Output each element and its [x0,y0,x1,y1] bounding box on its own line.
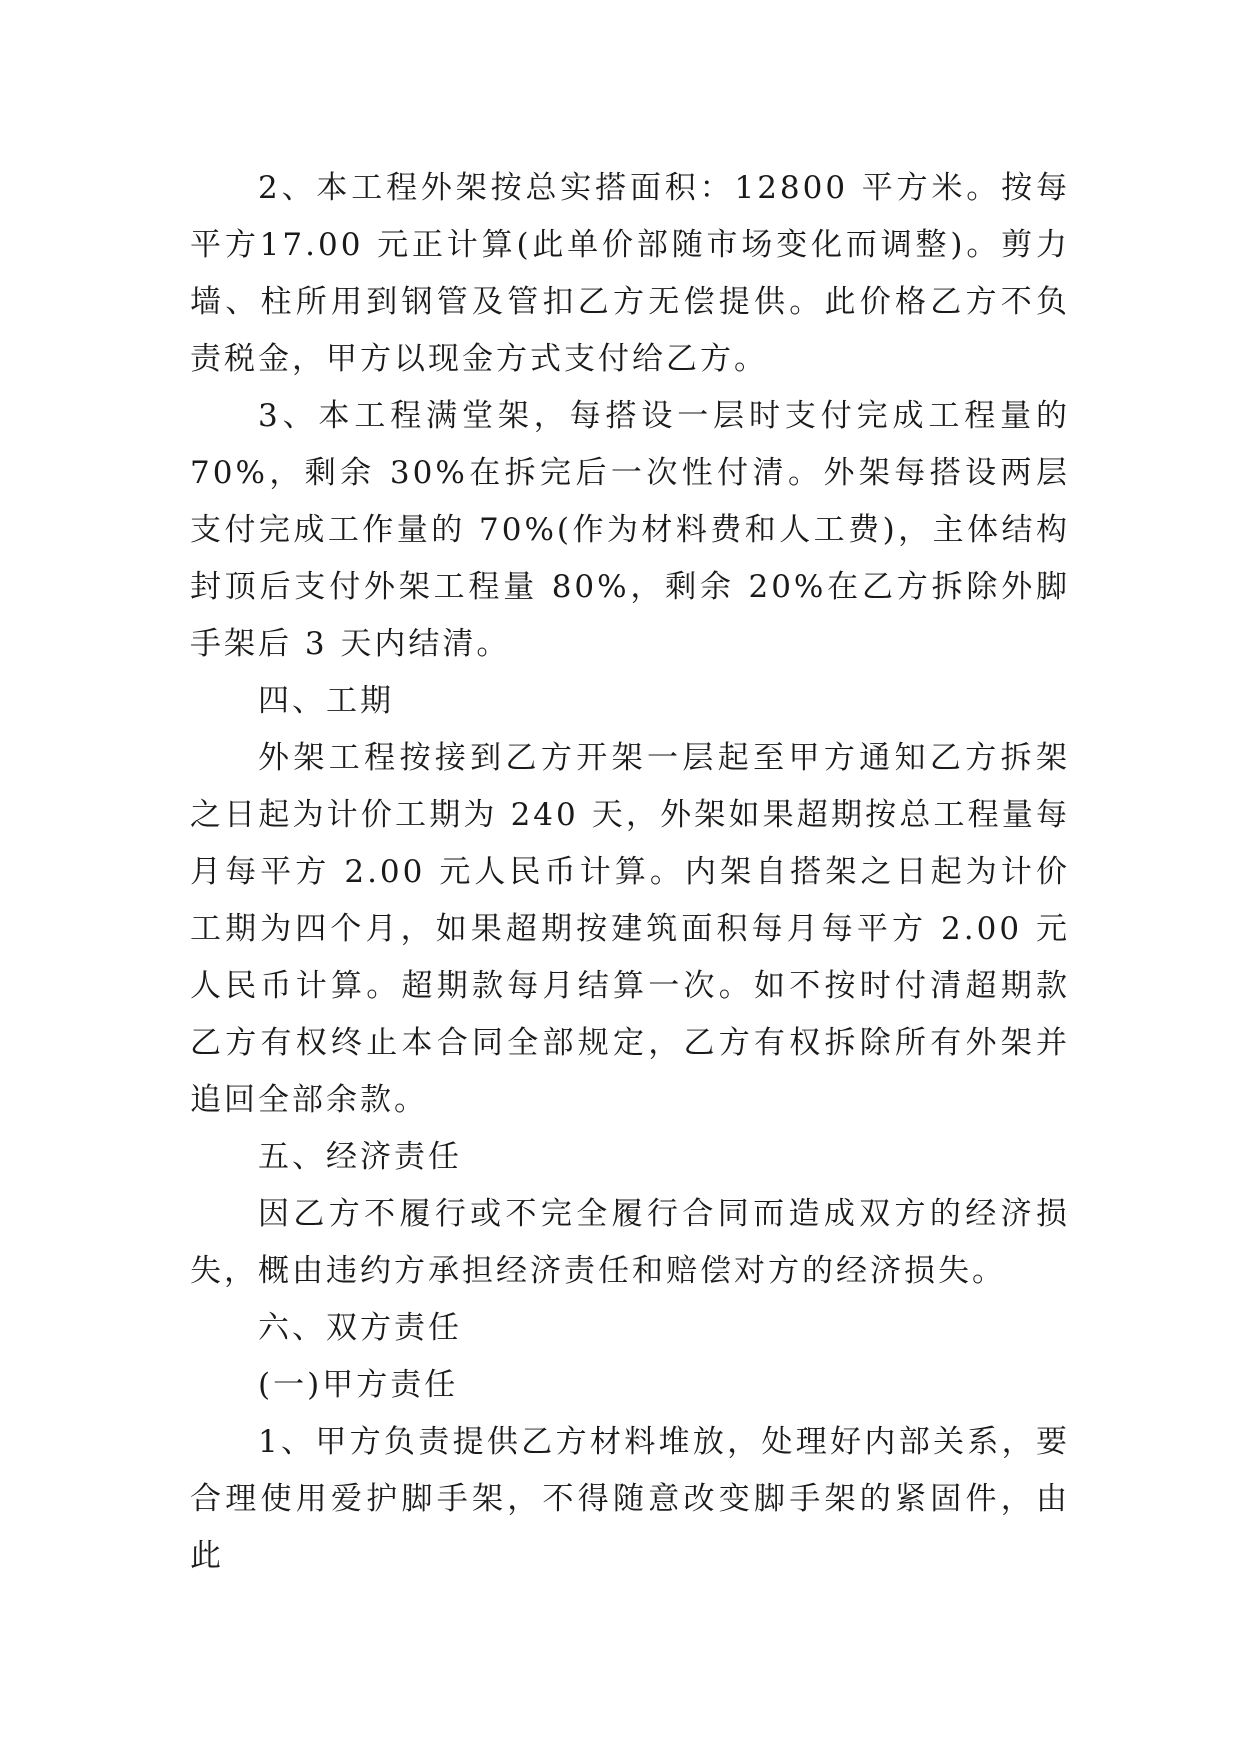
document-body [190,160,1070,1585]
paragraph-construction-period: 外架工程按接到乙方开架一层起至甲方通知乙方拆架之日起为计价工期为 240 天，外架如果超期按总工程量每月每平方 2.00 元人民币计算。内架自搭架之日起为计价工期为四个月，如果超期按建筑面积每月每平方 2.00 元人民币计算。超期款每月结算一次。如不按时付清超期款乙方有权终止本合同全部规定，乙方有权拆除所有外架并追回全部余款。 [190,740,1070,1118]
heading-construction-period: 四、工期 [258,683,394,719]
heading-mutual-responsibilities: 六、双方责任 [258,1310,462,1346]
subheading-party-a-responsibilities: (一)甲方责任 [258,1367,459,1403]
paragraph-payment-external-scaffold: 2、本工程外架按总实搭面积：12800 平方米。按每平方17.00 元正计算(此单价部随市场变化而调整)。剪力墙、柱所用到钢管及管扣乙方无偿提供。此价格乙方不负责税金，甲方以现金方式支付给乙方。 [190,170,1070,377]
paragraph-economic-liability: 因乙方不履行或不完全履行合同而造成双方的经济损失，概由违约方承担经济责任和赔偿对方的经济损失。 [190,1196,1070,1289]
paragraph-payment-schedule: 3、本工程满堂架，每搭设一层时支付完成工程量的70%，剩余 30%在拆完后一次性付清。外架每搭设两层支付完成工作量的 70%(作为材料费和人工费)，主体结构封顶后支付外架工程量 80%，剩余 20%在乙方拆除外脚手架后 3 天内结清。 [190,398,1070,662]
paragraph-party-a-item-1: 1、甲方负责提供乙方材料堆放，处理好内部关系，要合理使用爱护脚手架，不得随意改变脚手架的紧固件，由此 [190,1424,1070,1574]
heading-economic-liability: 五、经济责任 [258,1139,462,1175]
